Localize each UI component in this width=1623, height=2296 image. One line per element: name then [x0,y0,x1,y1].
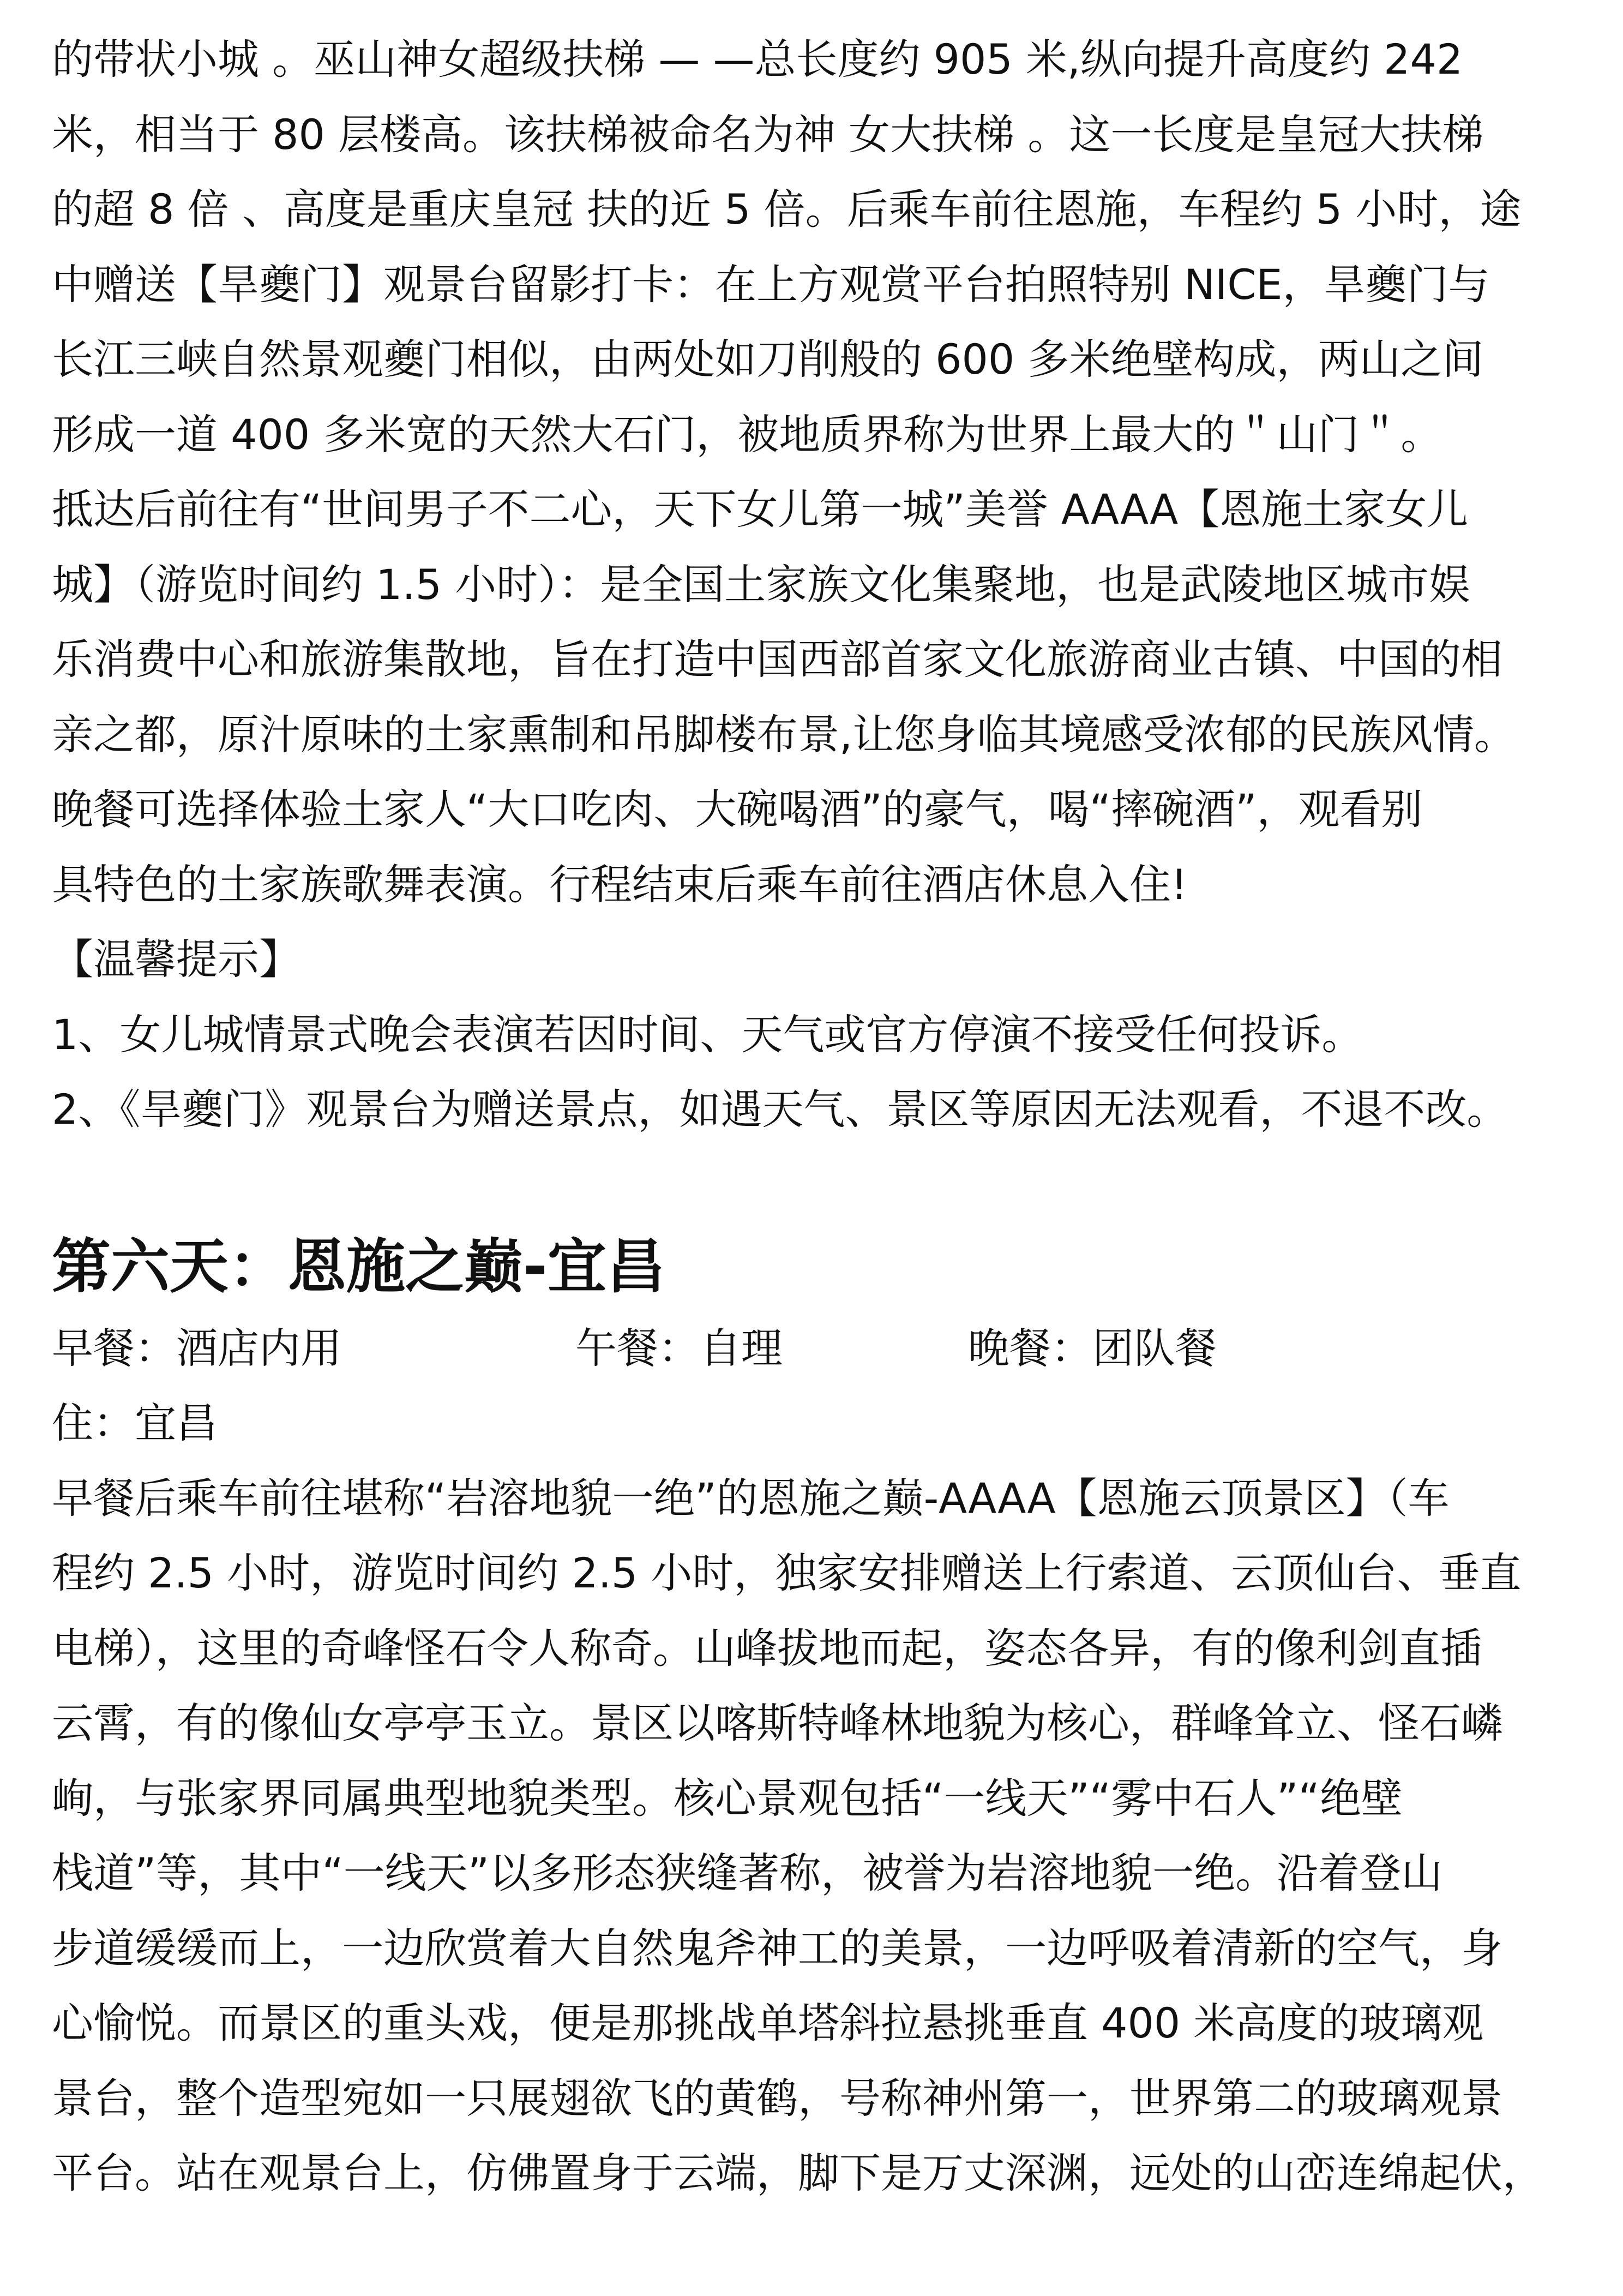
section-spacer [52,1147,1579,1224]
paragraph-line: 米，相当于 80 层楼高。该扶梯被命名为神 女大扶梯 。这一长度是皇冠大扶梯 [52,110,1484,159]
paragraph-line: 心愉悦。而景区的重头戏，便是那挑战单塔斜拉悬挑垂直 400 米高度的玻璃观 [52,1999,1484,2047]
continued-paragraph [52,22,1579,922]
paragraph-line: 平台。站在观景台上，仿佛置身于云端，脚下是万丈深渊，远处的山峦连绵起伏， [52,2149,1544,2197]
tip-item: 2、《旱夔门》观景台为赠送景点，如遇天气、景区等原因无法观看，不退不改。 [52,1085,1508,1134]
paragraph-line: 乐消费中心和旅游集散地，旨在打造中国西部首家文化旅游商业古镇、中国的相 [52,635,1502,684]
paragraph-line: 峋，与张家界同属典型地貌类型。核心景观包括“一线天”“雾中石人”“绝壁 [52,1773,1403,1823]
paragraph-line: 的超 8 倍 、高度是重庆皇冠 扶的近 5 倍。后乘车前往恩施，车程约 5 小时，途 [52,185,1522,233]
paragraph-line: 程约 2.5 小时，游览时间约 2.5 小时，独家安排赠送上行索道、云顶仙台、垂直 [52,1549,1522,1597]
paragraph-line: 早餐后乘车前往堪称“岩溶地貌一绝”的恩施之巅-AAAA【恩施云顶景区】（车 [52,1473,1450,1522]
paragraph-line: 栈道”等，其中“一线天”以多形态狭缝著称，被誉为岩溶地貌一绝。沿着登山 [52,1849,1443,1897]
paragraph-line: 电梯），这里的奇峰怪石令人称奇。山峰拔地而起，姿态各异，有的像利剑直插 [52,1623,1482,1672]
accommodation-info: 住：宜昌 [52,1399,218,1447]
day6-section [52,1224,1579,2211]
itinerary-page [52,22,1579,2211]
meals-row [52,1311,1579,1386]
paragraph-line: 云霄，有的像仙女亭亭玉立。景区以喀斯特峰林地貌为核心，群峰耸立、怪石嶙 [52,1699,1502,1747]
paragraph-line: 晚餐可选择体验土家人“大口吃肉、大碗喝酒”的豪气，喝“摔碗酒”，观看别 [52,785,1423,834]
paragraph-line: 步道缓缓而上，一边欣赏着大自然鬼斧神工的美景，一边呼吸着清新的空气，身 [52,1923,1502,1973]
paragraph-line: 具特色的土家族歌舞表演。行程结束后乘车前往酒店休息入住! [52,860,1188,909]
day-heading: 第六天：恩施之巅-宜昌 [52,1232,665,1301]
dinner-info: 晚餐：团队餐 [968,1323,1217,1372]
paragraph-line: 形成一道 400 多米宽的天然大石门，被地质界称为世界上最大的＂山门＂。 [52,410,1442,459]
paragraph-line: 景台，整个造型宛如一只展翅欲飞的黄鹤，号称神州第一，世界第二的玻璃观景 [52,2073,1502,2123]
paragraph-line: 亲之都，原汁原味的土家熏制和吊脚楼布景,让您身临其境感受浓郁的民族风情。 [52,710,1516,759]
paragraph-line: 的带状小城 。巫山神女超级扶梯 — —总长度约 905 米,纵向提升高度约 242 [52,35,1463,83]
tips-title: 【温馨提示】 [52,935,300,984]
paragraph-line: 长江三峡自然景观夔门相似，由两处如刀削般的 600 多米绝壁构成，两山之间 [52,335,1484,383]
paragraph-line: 城】（游览时间约 1.5 小时）：是全国土家族文化集聚地，也是武陵地区城市娱 [52,560,1471,609]
day6-paragraph [52,1461,1579,2211]
paragraph-line: 抵达后前往有“世间男子不二心，天下女儿第一城”美誉 AAAA【恩施土家女儿 [52,485,1469,533]
paragraph-line: 中赠送【旱夔门】观景台留影打卡：在上方观赏平台拍照特别 NICE，旱夔门与 [52,260,1490,309]
breakfast-info: 早餐：酒店内用 [52,1323,342,1372]
lunch-info: 午餐：自理 [575,1323,783,1372]
tips-section [52,922,1579,1147]
tip-item: 1、女儿城情景式晚会表演若因时间、天气或官方停演不接受任何投诉。 [52,1010,1363,1059]
